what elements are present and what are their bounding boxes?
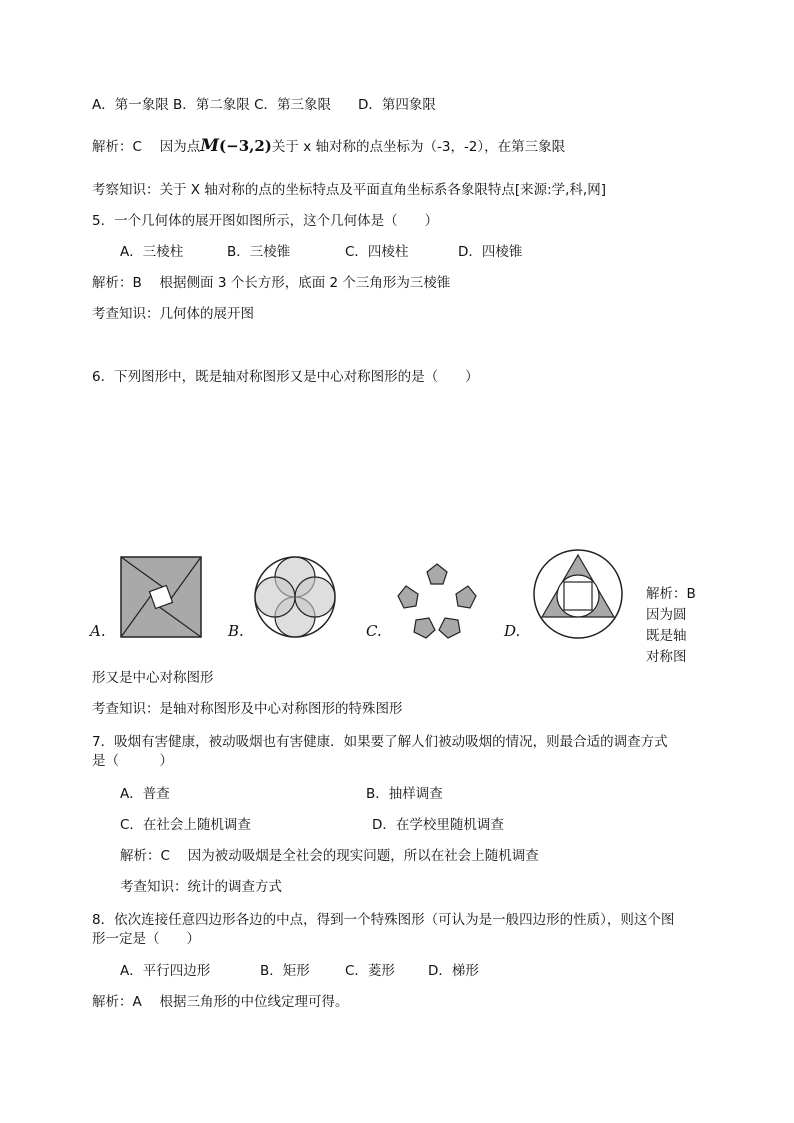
q6-knowledge: 考查知识：是轴对称图形及中心对称图形的特殊图形 [92,701,403,717]
q5-option-b: B．三棱锥 [227,244,291,260]
q5-knowledge: 考查知识：几何体的展开图 [92,306,254,322]
q4-analysis-prefix: 解析：C 因为点 [92,139,201,155]
math-point-M: M [200,136,220,156]
q6-analysis-cont: 形又是中心对称图形 [92,670,214,686]
figure-c-pentagons [392,560,482,640]
figure-d-label: D. [504,622,521,640]
q8-option-b: B．矩形 [260,963,310,979]
q7-stem-line2: 是（ ） [92,753,173,769]
figure-b-label: B. [228,622,244,640]
q7-stem-line1: 7．吸烟有害健康，被动吸烟也有害健康．如果要了解人们被动吸烟的情况，则最合适的调查方式 [92,734,668,750]
q7-option-d: D．在学校里随机调查 [372,817,504,833]
q7-option-b: B．抽样调查 [366,786,443,802]
q7-knowledge: 考查知识：统计的调查方式 [120,879,282,895]
q8-analysis: 解析：A 根据三角形的中位线定理可得。 [92,994,349,1010]
q8-option-d: D．梯形 [428,963,479,979]
q8-option-a: A．平行四边形 [120,963,211,979]
q4-options: A．第一象限 B．第二象限 C．第三象限 D．第四象限 [92,97,436,113]
q8-stem-line2: 形一定是（ ） [92,931,200,947]
figure-a-square-pinwheel [116,552,226,642]
q8-option-c: C．菱形 [345,963,395,979]
q5-option-a: A．三棱柱 [120,244,184,260]
q4-knowledge: 考察知识：关于 X 轴对称的点的坐标特点及平面直角坐标系各象限特点[来源:学,科,网] [92,182,606,198]
q7-option-c: C．在社会上随机调查 [120,817,251,833]
q7-option-a: A．普查 [120,786,170,802]
q5-analysis: 解析：B 根据侧面 3 个长方形，底面 2 个三角形为三棱锥 [92,275,451,291]
q5-stem: 5．一个几何体的展开图如图所示，这个几何体是（ ） [92,213,439,229]
q4-analysis [92,137,565,156]
figure-a-label: A. [90,622,106,640]
q5-option-c: C．四棱柱 [345,244,409,260]
math-point-args: (−3,2) [219,137,272,155]
q5-option-d: D．四棱锥 [458,244,523,260]
q6-stem: 6．下列图形中，既是轴对称图形又是中心对称图形的是（ ） [92,369,479,385]
figure-c-label: C. [366,622,382,640]
figure-b-circle-petals [250,552,340,642]
q4-analysis-suffix: 关于 x 轴对称的点坐标为（-3，-2），在第三象限 [271,139,566,155]
q8-stem-line1: 8．依次连接任意四边形各边的中点，得到一个特殊图形（可认为是一般四边形的性质），则这个图 [92,912,675,928]
q6-side-analysis: 解析：B 因为圆既是轴对称图 [646,586,696,665]
q7-analysis: 解析：C 因为被动吸烟是全社会的现实问题，所以在社会上随机调查 [120,848,539,864]
figure-d-circle-triangle-square [530,547,630,642]
